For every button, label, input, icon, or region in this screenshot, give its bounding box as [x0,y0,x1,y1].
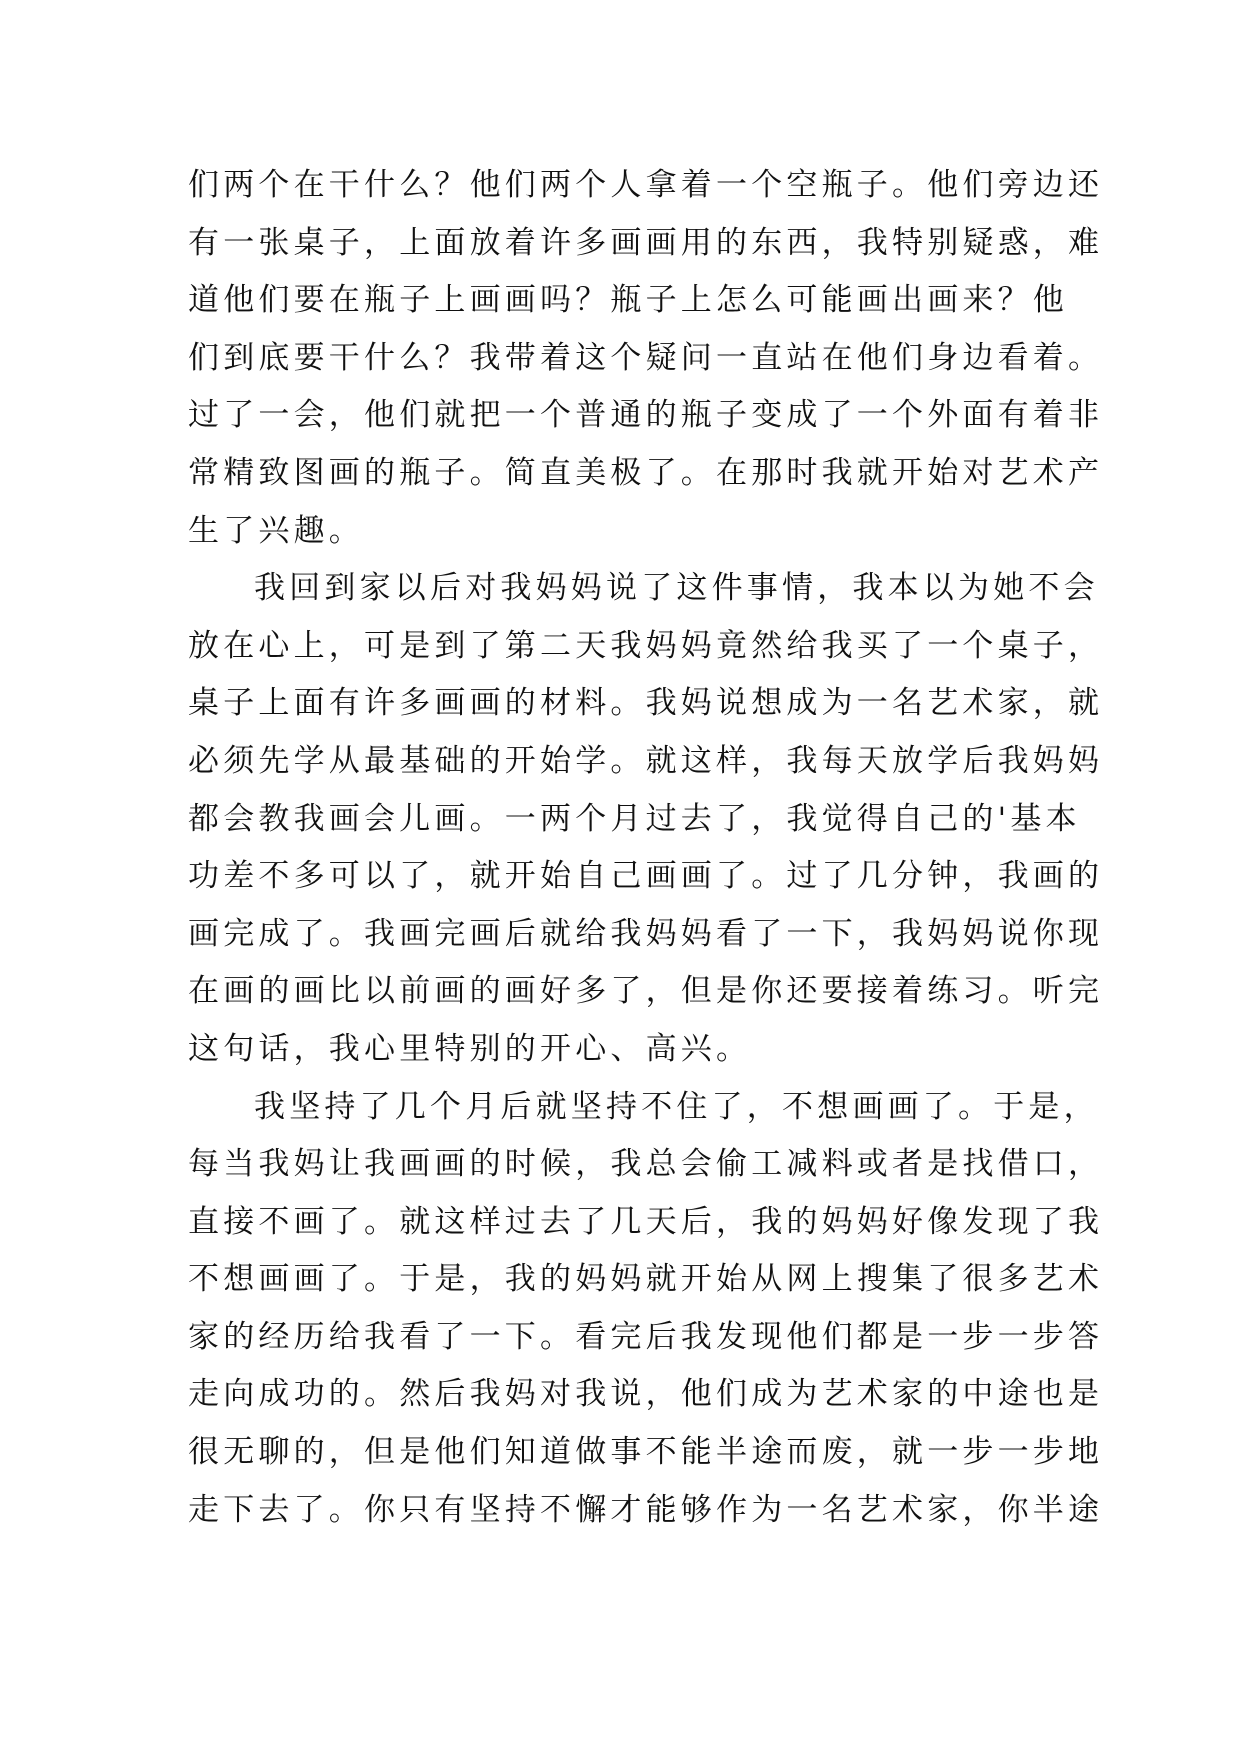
text-line: 走下去了。你只有坚持不懈才能够作为一名艺术家，你半途 [188,1491,1104,1528]
text-line: 桌子上面有许多画画的材料。我妈说想成为一名艺术家，就 [188,685,1104,722]
text-line: 道他们要在瓶子上画画吗？瓶子上怎么可能画出画来？他 [188,282,1068,319]
text-line: 每当我妈让我画画的时候，我总会偷工减料或者是找借口， [188,1146,1104,1183]
text-line: 们到底要干什么？我带着这个疑问一直站在他们身边看着。 [188,339,1104,376]
text-line: 不想画画了。于是，我的妈妈就开始从网上搜集了很多艺术 [188,1261,1104,1298]
text-line: 有一张桌子，上面放着许多画画用的东西，我特别疑惑，难 [188,224,1104,261]
text-line: 常精致图画的瓶子。简直美极了。在那时我就开始对艺术产 [188,454,1104,491]
text-line: 必须先学从最基础的开始学。就这样，我每天放学后我妈妈 [188,742,1104,779]
text-line: 画完成了。我画完画后就给我妈妈看了一下，我妈妈说你现 [188,915,1104,952]
text-line: 我回到家以后对我妈妈说了这件事情，我本以为她不会 [254,570,1099,607]
text-line: 都会教我画会儿画。一两个月过去了，我觉得自己的'基本 [188,800,1081,837]
text-line: 放在心上，可是到了第二天我妈妈竟然给我买了一个桌子， [188,627,1104,664]
text-line: 过了一会，他们就把一个普通的瓶子变成了一个外面有着非 [188,397,1104,434]
body-text [188,157,1104,1539]
text-line: 这句话，我心里特别的开心、高兴。 [188,1030,752,1067]
text-line: 家的经历给我看了一下。看完后我发现他们都是一步一步答 [188,1318,1104,1355]
text-line: 们两个在干什么？他们两个人拿着一个空瓶子。他们旁边还 [188,167,1104,203]
text-line: 很无聊的，但是他们知道做事不能半途而废，就一步一步地 [188,1434,1104,1471]
text-line: 功差不多可以了，就开始自己画画了。过了几分钟，我画的 [188,858,1104,895]
text-line: 我坚持了几个月后就坚持不住了，不想画画了。于是， [254,1088,1099,1125]
text-line: 直接不画了。就这样过去了几天后，我的妈妈好像发现了我 [188,1203,1104,1240]
text-line: 在画的画比以前画的画好多了，但是你还要接着练习。听完 [188,973,1104,1010]
text-line: 生了兴趣。 [188,512,364,549]
text-line: 走向成功的。然后我妈对我说，他们成为艺术家的中途也是 [188,1376,1104,1413]
